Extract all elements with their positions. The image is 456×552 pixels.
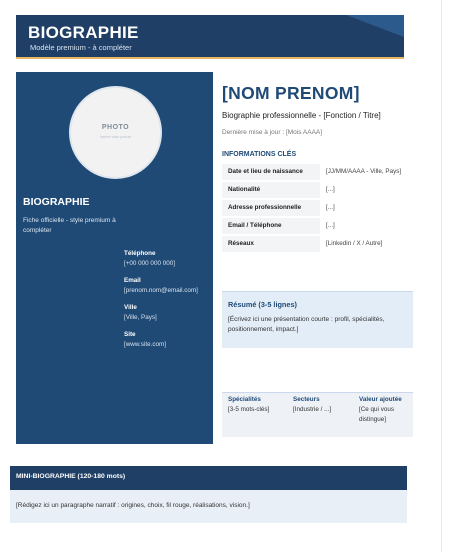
mini-bio-text[interactable]: [Rédigez ici un paragraphe narratif : origines, choix, fil rouge, réalisations, vision.] xyxy=(16,502,250,509)
photo-sublabel: Insérer votre portrait xyxy=(99,135,132,139)
resume-divider xyxy=(222,291,413,292)
info-key: Email / Téléphone xyxy=(222,218,320,234)
stat-title-specialties: Spécialités xyxy=(228,396,261,403)
sidebar-description: Fiche officielle - style premium à compléter xyxy=(23,217,116,234)
info-key: Adresse professionnelle xyxy=(222,200,320,216)
sidebar-title: BIOGRAPHIE xyxy=(23,196,90,208)
info-value[interactable]: [Linkedin / X / Autre] xyxy=(326,240,383,247)
info-value[interactable]: [JJ/MM/AAAA - Ville, Pays] xyxy=(326,168,402,175)
last-updated[interactable]: Dernière mise à jour : [Mois AAAA] xyxy=(222,129,323,136)
info-key: Réseaux xyxy=(222,236,320,252)
table-row xyxy=(222,182,414,198)
contact-label-city: Ville xyxy=(124,304,137,311)
stat-title-sectors: Secteurs xyxy=(293,396,320,403)
stat-value-specialties[interactable]: [3-5 mots-clés] xyxy=(228,406,270,413)
info-key: Nationalité xyxy=(222,182,320,198)
banner-accent-shape xyxy=(346,15,404,37)
resume-title: Résumé (3-5 lignes) xyxy=(228,300,297,309)
table-row xyxy=(222,218,414,234)
info-value[interactable]: [...] xyxy=(326,204,335,211)
stat-value-sectors[interactable]: [Industrie / ...] xyxy=(293,406,332,413)
contact-value-phone[interactable]: [+00 000 000 000] xyxy=(124,260,175,267)
banner-title: BIOGRAPHIE xyxy=(28,23,139,42)
page-edge xyxy=(441,0,442,552)
stat-value-value[interactable]: [Ce qui vous distingue] xyxy=(359,406,395,423)
mini-bio-title: MINI-BIOGRAPHIE (120-180 mots) xyxy=(16,473,126,480)
contact-label-email: Email xyxy=(124,277,141,284)
person-name[interactable]: [NOM PRENOM] xyxy=(222,83,360,103)
stat-title-value: Valeur ajoutée xyxy=(359,396,402,403)
banner-subtitle: Modèle premium - à compléter xyxy=(30,43,132,52)
info-key: Date et lieu de naissance xyxy=(222,164,320,180)
table-row xyxy=(222,164,414,180)
contact-value-city[interactable]: [Ville, Pays] xyxy=(124,314,157,321)
contact-label-phone: Téléphone xyxy=(124,250,156,257)
key-info-heading: INFORMATIONS CLÉS xyxy=(222,151,297,158)
info-value[interactable]: [...] xyxy=(326,186,335,193)
contact-value-email[interactable]: [prenom.nom@email.com] xyxy=(124,287,198,294)
contact-value-site[interactable]: [www.site.com] xyxy=(124,341,166,348)
banner-accent-line xyxy=(16,57,404,59)
photo-label: PHOTO xyxy=(101,124,130,131)
stats-divider xyxy=(222,392,413,393)
info-value[interactable]: [...] xyxy=(326,222,335,229)
contact-label-site: Site xyxy=(124,331,136,338)
table-row xyxy=(222,200,414,216)
resume-text[interactable]: [Écrivez ici une présentation courte : profil, spécialités, positionnement, impact.] xyxy=(228,316,385,333)
profession-line[interactable]: Biographie professionnelle - [Fonction / Titre] xyxy=(222,111,381,120)
table-row xyxy=(222,236,414,252)
photo-placeholder[interactable] xyxy=(69,86,162,179)
